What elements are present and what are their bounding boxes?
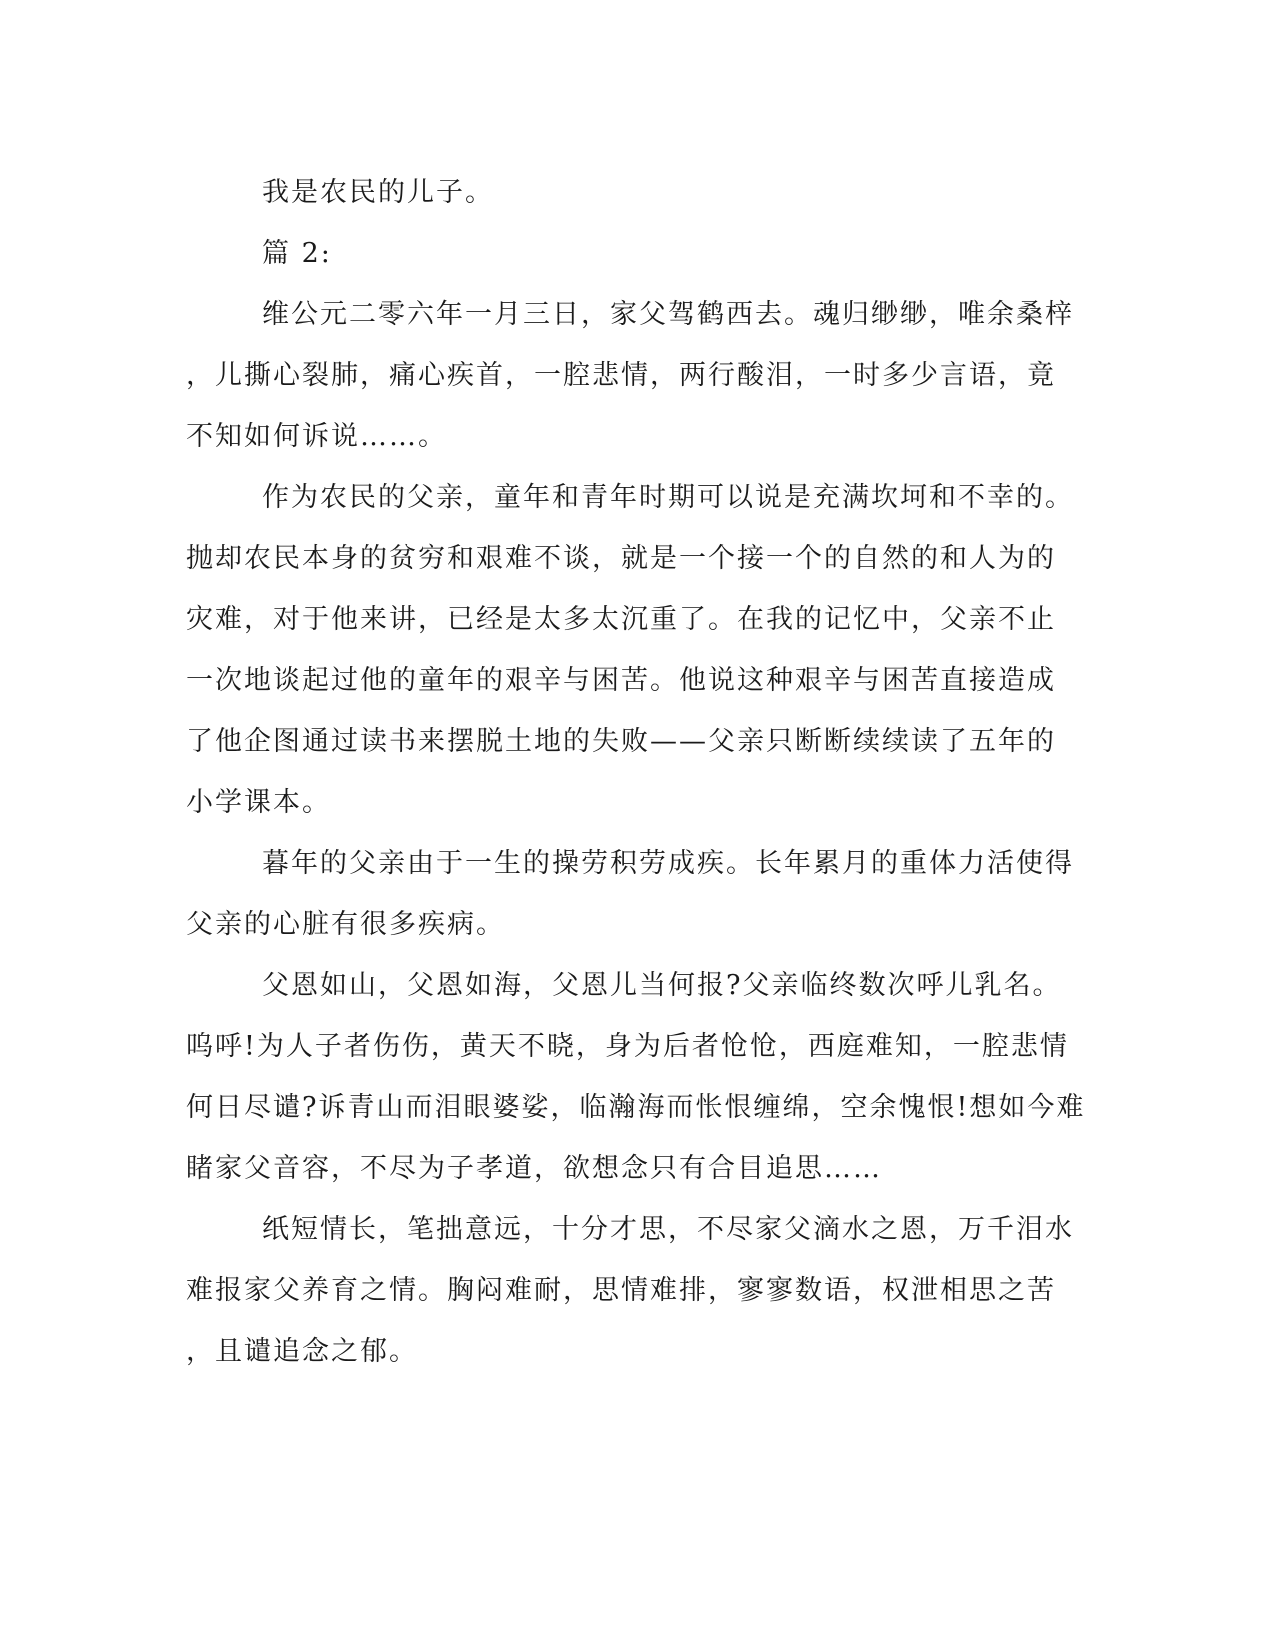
text-line: 不知如何诉说……。 [186, 421, 447, 452]
text-line: 了他企图通过读书来摆脱土地的失败——父亲只断断续续读了五年的 [186, 726, 1056, 757]
text-line: 暮年的父亲由于一生的操劳积劳成疾。长年累月的重体力活使得 [262, 848, 1074, 879]
text-line: 小学课本。 [186, 787, 331, 818]
text-line: 何日尽谴?诉青山而泪眼婆娑，临瀚海而怅恨缠绵，空余愧恨!想如今难 [186, 1092, 1086, 1123]
text-line: 一次地谈起过他的童年的艰辛与困苦。他说这种艰辛与困苦直接造成 [186, 665, 1056, 696]
text-line: ，且谴追念之郁。 [186, 1336, 418, 1367]
text-line: ，儿撕心裂肺，痛心疾首，一腔悲情，两行酸泪，一时多少言语，竟 [186, 360, 1056, 391]
text-line: 父恩如山，父恩如海，父恩儿当何报?父亲临终数次呼儿乳名。 [262, 970, 1062, 1001]
section-heading: 篇 2: [262, 238, 332, 269]
text-line: 灾难，对于他来讲，已经是太多太沉重了。在我的记忆中，父亲不止 [186, 604, 1056, 635]
text-line: 作为农民的父亲，童年和青年时期可以说是充满坎坷和不幸的。 [262, 482, 1074, 513]
text-line: 抛却农民本身的贫穷和艰难不谈，就是一个接一个的自然的和人为的 [186, 543, 1056, 574]
document-body [186, 162, 1086, 1382]
text-line: 难报家父养育之情。胸闷难耐，思情难排，寥寥数语，权泄相思之苦 [186, 1275, 1056, 1306]
text-line: 我是农民的儿子。 [262, 177, 494, 208]
text-line: 父亲的心脏有很多疾病。 [186, 909, 505, 940]
text-line: 纸短情长，笔拙意远，十分才思，不尽家父滴水之恩，万千泪水 [262, 1214, 1074, 1245]
text-line: 维公元二零六年一月三日，家父驾鹤西去。魂归缈缈，唯余桑梓 [262, 299, 1074, 330]
text-line: 睹家父音容，不尽为子孝道，欲想念只有合目追思…… [186, 1153, 882, 1184]
text-line: 呜呼!为人子者伤伤，黄天不晓，身为后者怆怆，西庭难知，一腔悲情 [186, 1031, 1069, 1062]
